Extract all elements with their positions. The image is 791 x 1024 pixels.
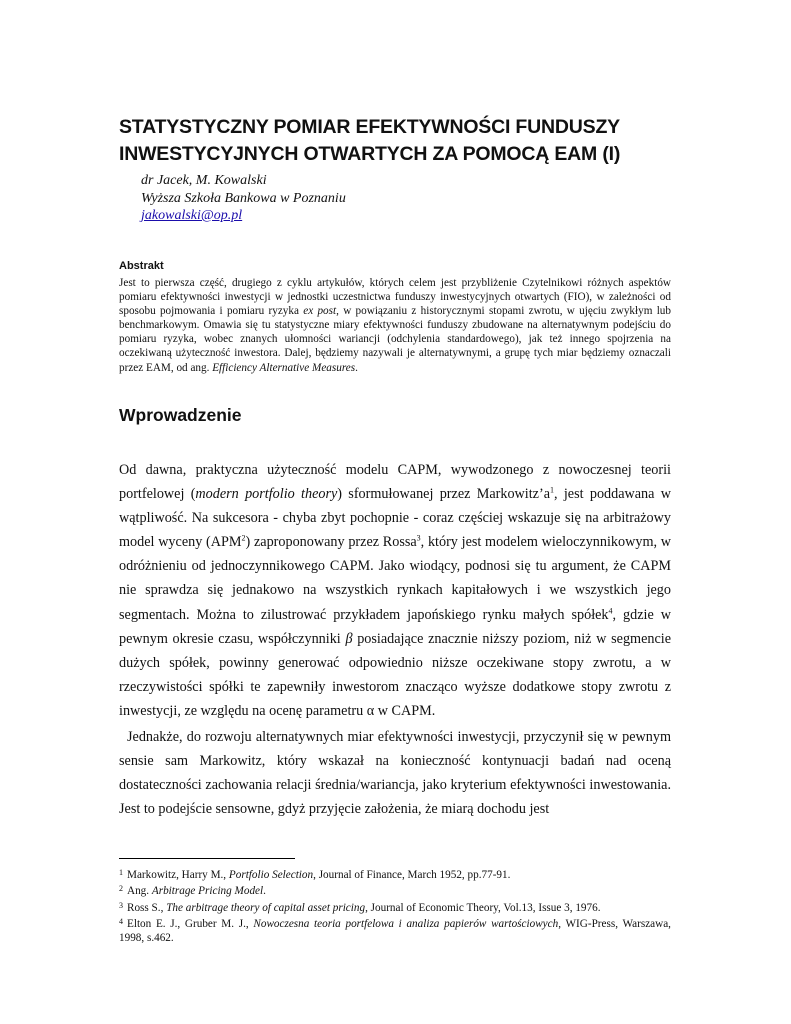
paper-title [119,114,679,168]
author-email-link[interactable]: jakowalski@op.pl [141,208,243,223]
abstract-text: Jest to pierwsza część, drugiego z cyklu artykułów, których celem jest przybliżenie Czytelnikowi różnych aspektów pomiaru efektywności inwestycji w jednostki uczestnictwa funduszy inwestycyjnych otwartych (FIO), w zależności od sposobu pojmowania i pomiaru ryzyka ex post, w powiązaniu z historycznymi stopami zwrotu, w ujęciu zwykłym lub benchmarkowym. Omawia się tu statystyczne miary efektywności funduszy zbudowane na alternatywnym podejściu do pomiaru ryzyka, wobec znanych ułomności wariancji (odchylenia standardowego), jak też innego spojrzenia na oczekiwaną użyteczność inwestora. Dalej, będziemy nazywali je alternatywnymi, a grupę tych miar będziemy oznaczali przez EAM, od ang. Efficiency Alternative Measures. [119,277,671,374]
body-paragraph-1: Od dawna, praktyczna użyteczność modelu CAPM, wywodzonego z nowoczesnej teorii portfelowej (modern portfolio theory) sformułowanej przez $Markowitz’a^1$, jest poddawana w wątpliwość. Na sukcesora - chyba zbyt pochopnie - coraz częściej wskazuje się na arbitrażowy model wyceny (APM$^2$) zaproponowany przez Rossa$^3$, który jest modelem wieloczynnikowym, w odróżnieniu od jednoczynnikowego CAPM. Jako wiodący, podnosi się tu argument, że CAPM nie sprawdza się jednakowo na wszystkich rynkach kapitałowych i we wszystkich jego segmentach. Można to zilustrować przykładem japońskiego rynku małych spółek$^4$, gdzie w pewnym okresie czasu, współczynniki β posiadające znacznie niższy poziom, niż w segmencie dużych spółek, powinny generować odpowiednio niższe oczekiwane stopy zwrotu, a w rzeczywistości spółki te zapewniły inwestorom znacząco wyższe dodatkowe stopy zwrotu z inwestycji, ze względu na ocenę parametru α w CAPM. [119,462,672,719]
author-affiliation: Wyższa Szkoła Bankowa w Poznaniu [141,190,346,206]
body-text [119,458,671,821]
paper-title-line-2: INWESTYCYJNYCH OTWARTYCH ZA POMOCĄ EAM (I) [119,143,621,165]
footnote-divider [119,858,295,859]
footnote-ref-4[interactable]: 4 [608,605,613,615]
abstract-eam-full-name: Efficiency Alternative Measures [212,361,356,374]
footnote-ref-2[interactable]: 2 [241,533,246,543]
footnote-2: $^2$ Ang. Arbitrage Pricing Model. [119,884,266,898]
footnote-ref-1[interactable]: 1 [550,485,554,495]
footnotes [119,866,671,945]
abstract-ex-post: ex post [303,305,337,318]
paper-title-line-1: STATYSTYCZNY POMIAR EFEKTYWNOŚCI FUNDUSZY [119,116,620,138]
abstract-heading: Abstrakt [119,260,164,272]
footnote-ref-3[interactable]: 3 [416,533,421,543]
beta-symbol: β [345,630,353,647]
body-paragraph-2: Jednakże, do rozwoju alternatywnych miar efektywności inwestycji, przyczynił się w pewnym sensie sam Markowitz, który wskazał na konieczność kontynuacji badań nad oceną dostateczności zachowania relacji średnia/wariancja, jako kryterium efektywności inwestowania. Jest to podejście sensowne, gdyż przyjęcie założenia, że miarą dochodu jest [119,729,671,818]
author-block [141,172,346,225]
footnote-4: $^4$ Elton E. J., Gruber M. J., Nowoczesna teoria portfelowa i analiza papierów wartościowych, WIG-Press, Warszawa, 1998, s.462. [119,917,671,944]
footnote-3: $^3$ Ross S., The arbitrage theory of capital asset pricing, Journal of Economic Theory, Vol.13, Issue 3, 1976. [119,900,601,914]
section-heading: Wprowadzenie [119,405,242,425]
footnote-1: $^1$ Markowitz, Harry M., Portfolio Selection, Journal of Finance, March 1952, pp.77-91. [119,868,511,881]
author-names: dr Jacek, M. Kowalski [141,173,267,188]
